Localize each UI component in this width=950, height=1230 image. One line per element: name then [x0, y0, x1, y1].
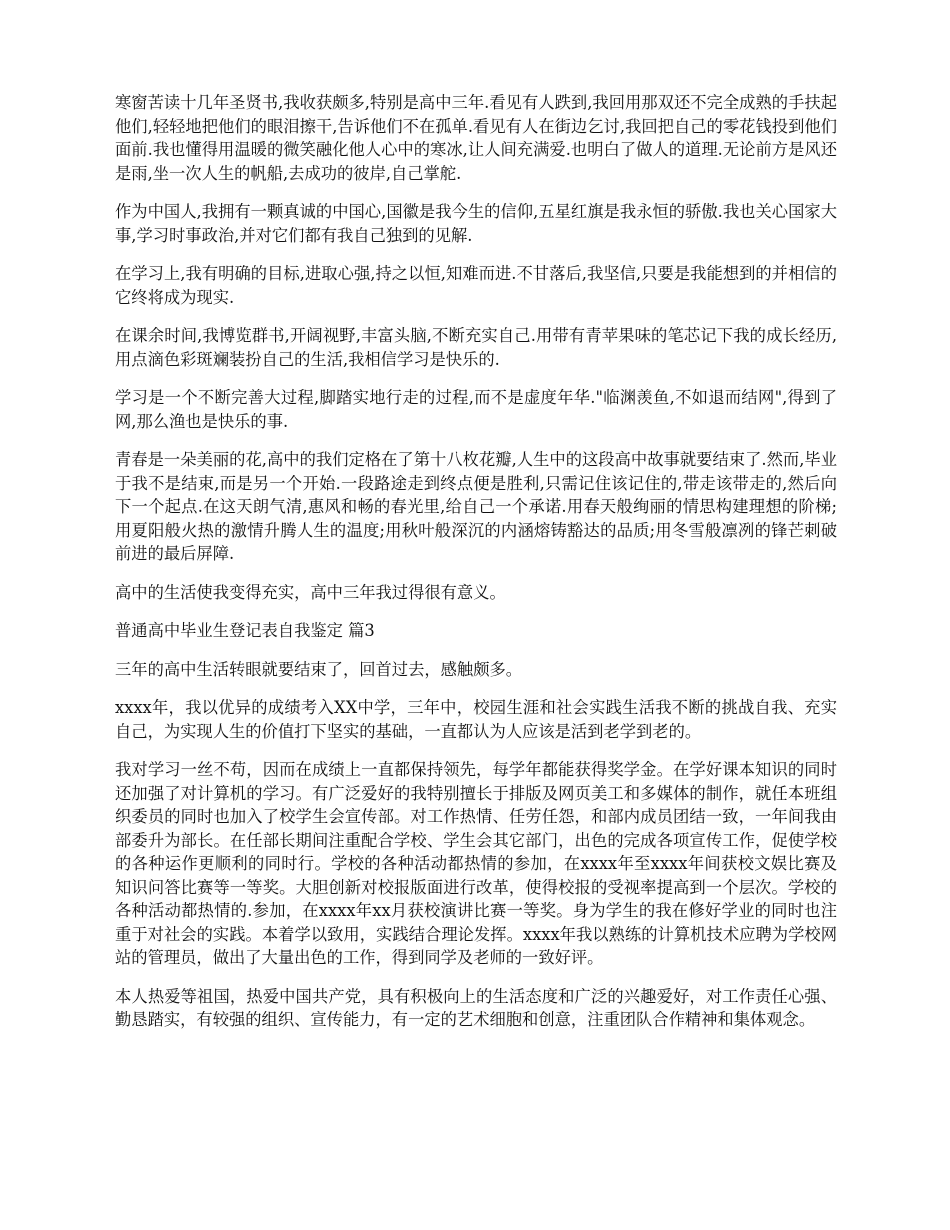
- section-heading: 普通高中毕业生登记表自我鉴定 篇3: [115, 621, 375, 640]
- paragraph-9: 三年的高中生活转眼就要结束了，回首过去，感触颇多。: [115, 659, 523, 679]
- document-body: [115, 91, 837, 1047]
- paragraph-7: 高中的生活使我变得充实，高中三年我过得很有意义。: [115, 582, 506, 602]
- paragraph-12: 本人热爱等祖国，热爱中国共产党，具有积极向上的生活态度和广泛的兴趣爱好，对工作责任心强、勤恳踏实，有较强的组织、宣传能力，有一定的艺术细胞和创意，注重团队合作精神和集体观念。: [115, 986, 837, 1029]
- paragraph-6: 青春是一朵美丽的花,高中的我们定格在了第十八枚花瓣,人生中的这段高中故事就要结束了.然而,毕业于我不是结束,而是另一个开始.一段路途走到终点便是胜利,只需记住该记住的,带走该带走的,然后向下一个起点.在这天朗气清,惠风和畅的春光里,给自己一个承诺.用春天般绚丽的情思构建理想的阶梯;用夏阳般火热的激情升腾人生的温度;用秋叶般深沉的内涵熔铸豁达的品质;用冬雪般凛冽的锋芒刺破前进的最后屏障.: [115, 450, 837, 563]
- paragraph-3: 在学习上,我有明确的目标,进取心强,持之以恒,知难而进.不甘落后,我坚信,只要是我能想到的并相信的它终将成为现实.: [115, 264, 837, 307]
- paragraph-1: 寒窗苦读十几年圣贤书,我收获颇多,特别是高中三年.看见有人跌到,我回用那双还不完全成熟的手扶起他们,轻轻地把他们的眼泪擦干,告诉他们不在孤单.看见有人在街边乞讨,我回把自己的零花钱投到他们面前.我也懂得用温暖的微笑融化他人心中的寒冰,让人间充满爱.也明白了做人的道理.无论前方是风还是雨,坐一次人生的帆船,去成功的彼岸,自己掌舵.: [115, 93, 837, 183]
- paragraph-4: 在课余时间,我博览群书,开阔视野,丰富头脑,不断充实自己.用带有青苹果味的笔芯记下我的成长经历,用点滴色彩斑斓装扮自己的生活,我相信学习是快乐的.: [115, 326, 837, 369]
- paragraph-5: 学习是一个不断完善大过程,脚踏实地行走的过程,而不是虚度年华."临渊羡鱼,不如退而结网",得到了网,那么渔也是快乐的事.: [115, 388, 837, 431]
- paragraph-2: 作为中国人,我拥有一颗真诚的中国心,国徽是我今生的信仰,五星红旗是我永恒的骄傲.我也关心国家大事,学习时事政治,并对它们都有我自己独到的见解.: [115, 202, 837, 245]
- paragraph-10: xxxx年，我以优异的成绩考入XX中学，三年中，校园生涯和社会实践生活我不断的挑战自我、充实自己，为实现人生的价值打下坚实的基础，一直都认为人应该是活到老学到老的。: [115, 698, 837, 741]
- paragraph-11: 我对学习一丝不苟，因而在成绩上一直都保持领先，每学年都能获得奖学金。在学好课本知识的同时还加强了对计算机的学习。有广泛爱好的我特别擅长于排版及网页美工和多媒体的制作，就任本班组织委员的同时也加入了校学生会宣传部。对工作热情、任劳任怨，和部内成员团结一致，一年间我由部委升为部长。在任部长期间注重配合学校、学生会其它部门，出色的完成各项宣传工作，促使学校的各种运作更顺利的同时行。学校的各种活动都热情的参加，在xxxx年至xxxx年间获校文娱比赛及知识问答比赛等一等奖。大胆创新对校报版面进行改革，使得校报的受视率提高到一个层次。学校的各种活动都热情的.参加，在xxxx年xx月获校演讲比赛一等奖。身为学生的我在修好学业的同时也注重于对社会的实践。本着学以致用，实践结合理论发挥。xxxx年我以熟练的计算机技术应聘为学校网站的管理员，做出了大量出色的工作，得到同学及老师的一致好评。: [115, 760, 837, 967]
